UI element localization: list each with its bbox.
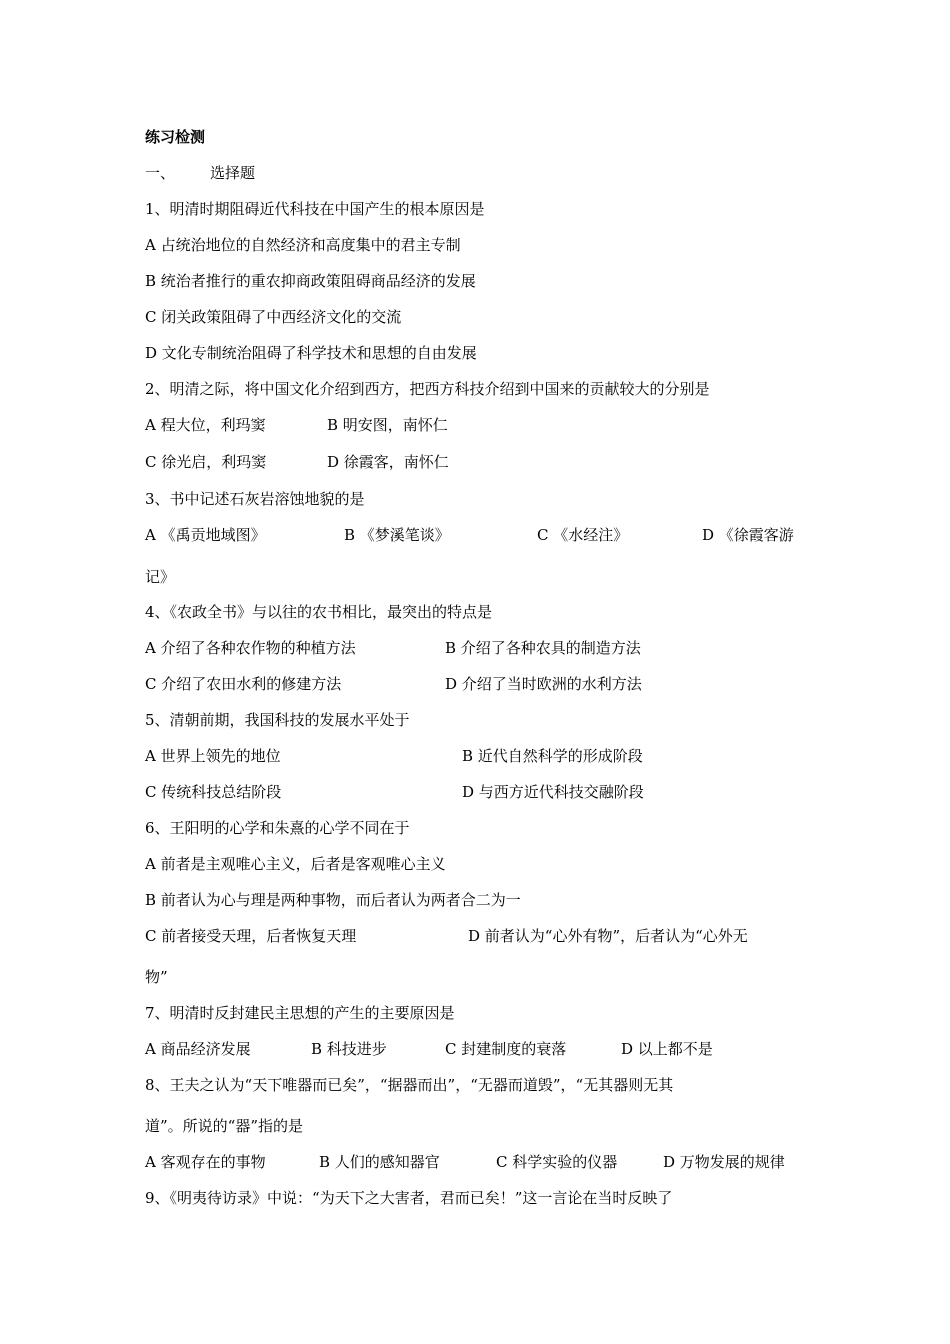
option-c: C 封建制度的衰落	[445, 1040, 567, 1058]
option-b: B 近代自然科学的形成阶段	[462, 747, 643, 765]
option-a: A 介绍了各种农作物的种植方法	[145, 639, 356, 657]
option-c: C 徐光启，利玛窦	[145, 453, 267, 471]
question-stem-continued: 道”。所说的“器”指的是	[145, 1117, 304, 1135]
option-d: D 徐霞客，南怀仁	[327, 453, 449, 471]
option-d: D 万物发展的规律	[663, 1153, 785, 1171]
option-c: C 科学实验的仪器	[496, 1153, 618, 1171]
option-a: A 程大位，利玛窦	[145, 416, 266, 434]
option-a: A 占统治地位的自然经济和高度集中的君主专制	[145, 236, 461, 254]
option-b: B 科技进步	[311, 1040, 387, 1058]
option-d: D 文化专制统治阻碍了科学技术和思想的自由发展	[145, 344, 477, 362]
page-title: 练习检测	[145, 128, 206, 146]
question-stem: 8、王夫之认为“天下唯器而已矣”，“据器而出”，“无器而道毁”，“无其器则无其	[145, 1076, 674, 1094]
question-stem: 7、明清时反封建民主思想的产生的主要原因是	[145, 1004, 455, 1022]
question-stem: 4、《农政全书》与以往的农书相比，最突出的特点是	[145, 603, 493, 621]
option-b: B 《梦溪笔谈》	[344, 526, 450, 544]
option-c: C 介绍了农田水利的修建方法	[145, 675, 342, 693]
option-b: B 统治者推行的重农抑商政策阻碍商品经济的发展	[145, 272, 476, 290]
option-d: D 以上都不是	[621, 1040, 713, 1058]
question-stem: 3、书中记述石灰岩溶蚀地貌的是	[145, 490, 365, 508]
option-d-continued: 物”	[145, 968, 168, 986]
option-c: C 闭关政策阻碍了中西经济文化的交流	[145, 308, 402, 326]
option-d: D 与西方近代科技交融阶段	[462, 783, 644, 801]
section-number: 一、	[145, 164, 176, 182]
option-b: B 人们的感知器官	[319, 1153, 440, 1171]
option-a: A 《禹贡地域图》	[145, 526, 266, 544]
option-d: D 《徐霞客游	[702, 526, 794, 544]
option-c: C 前者接受天理，后者恢复天理	[145, 927, 357, 945]
option-a: A 客观存在的事物	[145, 1153, 266, 1171]
question-stem: 2、明清之际，将中国文化介绍到西方，把西方科技介绍到中国来的贡献较大的分别是	[145, 380, 710, 398]
question-stem: 5、清朝前期，我国科技的发展水平处于	[145, 711, 410, 729]
option-c: C 《水经注》	[537, 526, 629, 544]
option-d: D 前者认为“心外有物”，后者认为“心外无	[468, 927, 748, 945]
option-a: A 商品经济发展	[145, 1040, 251, 1058]
question-stem: 1、明清时期阻碍近代科技在中国产生的根本原因是	[145, 200, 485, 218]
option-d-continued: 记》	[145, 568, 176, 586]
option-b: B 介绍了各种农具的制造方法	[445, 639, 641, 657]
option-b: B 明安图，南怀仁	[327, 416, 448, 434]
option-b: B 前者认为心与理是两种事物，而后者认为两者合二为一	[145, 891, 521, 909]
option-a: A 前者是主观唯心主义，后者是客观唯心主义	[145, 855, 446, 873]
option-a: A 世界上领先的地位	[145, 747, 281, 765]
question-stem: 6、王阳明的心学和朱熹的心学不同在于	[145, 819, 410, 837]
option-d: D 介绍了当时欧洲的水利方法	[445, 675, 642, 693]
section-label: 选择题	[210, 164, 256, 182]
question-stem: 9、《明夷待访录》中说：“为天下之大害者，君而已矣！”这一言论在当时反映了	[145, 1189, 673, 1207]
option-c: C 传统科技总结阶段	[145, 783, 282, 801]
